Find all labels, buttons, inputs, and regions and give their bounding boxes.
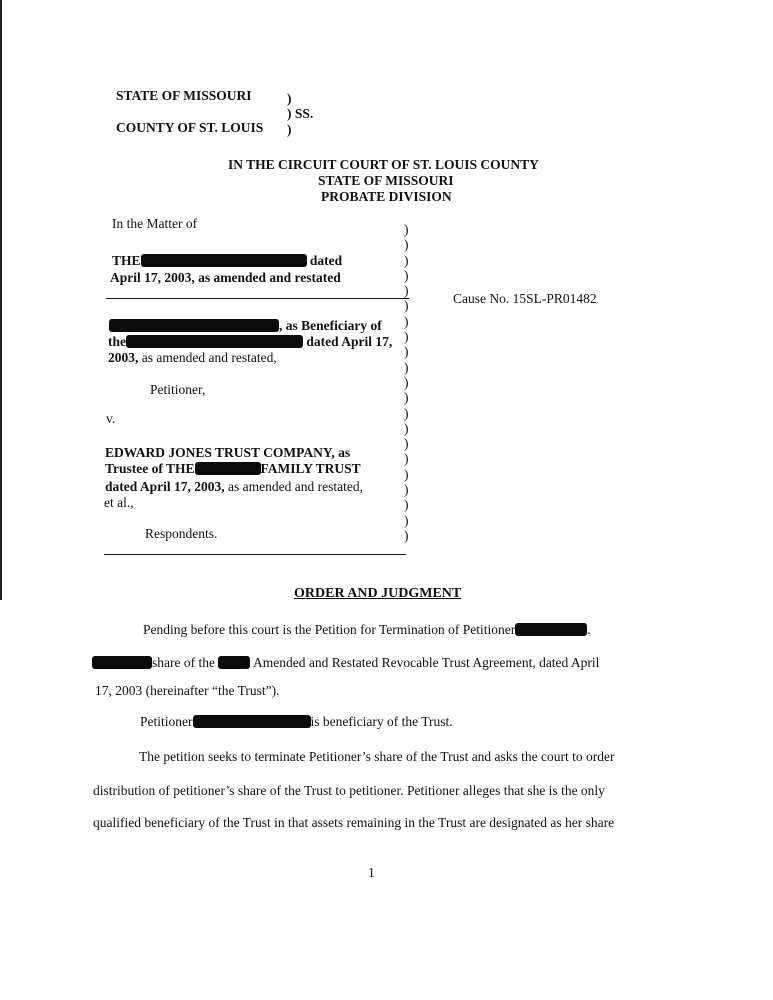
caption-respondent-line4: et al., (104, 495, 134, 510)
body-text: is beneficiary of the Trust. (310, 714, 453, 729)
caption-pet-suffix: , as Beneficiary of (279, 318, 382, 333)
caption-paren: ) (404, 283, 409, 299)
caption-paren: ) (404, 451, 409, 467)
caption-resp-rest: as amended and restated, (224, 479, 363, 494)
page-number: 1 (368, 865, 375, 880)
body-p3-line1: The petition seeks to terminate Petitioner’s share of the Trust and asks the court to order (139, 749, 615, 764)
caption-paren: ) (404, 420, 409, 436)
body-p1-line1: Pending before this court is the Petition for Termination of Petitioner . (143, 622, 591, 637)
redaction (218, 656, 250, 669)
caption-trust-line1 (112, 253, 342, 269)
caption-trust-the: THE (112, 253, 141, 268)
venue-paren: ) (287, 122, 292, 137)
body-text: Petitioner (140, 714, 193, 729)
caption-respondents-label: Respondents. (145, 526, 218, 541)
caption-paren: ) (404, 436, 409, 452)
scan-edge (0, 0, 2, 600)
caption-paren: ) (404, 267, 409, 283)
caption-petitioner-line3 (108, 350, 277, 366)
body-p3-line2: distribution of petitioner’s share of the Trust to petitioner. Petitioner alleges that she is the only (93, 783, 605, 798)
body-p1-line3: 17, 2003 (hereinafter “the Trust”). (95, 683, 280, 698)
caption-pet-dated: dated April 17, (306, 334, 393, 349)
caption-trust-date: April 17, 2003, as amended and restated (110, 270, 341, 285)
caption-resp-date: dated April 17, 2003, (105, 479, 225, 494)
caption-resp-family: FAMILY TRUST (260, 461, 361, 476)
body-p2 (140, 714, 453, 730)
redaction (195, 462, 261, 475)
court-name: IN THE CIRCUIT COURT OF ST. LOUIS COUNTY (228, 157, 539, 172)
court-division: PROBATE DIVISION (321, 189, 452, 204)
redaction (109, 319, 279, 332)
caption-paren: ) (404, 313, 409, 329)
order-title: ORDER AND JUDGMENT (294, 586, 462, 601)
venue-county: COUNTY OF ST. LOUIS (116, 120, 264, 135)
caption-paren: ) (404, 482, 409, 498)
venue-ss: ) SS. (287, 106, 314, 121)
caption-matter: In the Matter of (112, 216, 198, 231)
caption-pet-rest: as amended and restated, (138, 350, 277, 365)
body-p3-line3: qualified beneficiary of the Trust in that assets remaining in the Trust are designated as her share (93, 815, 615, 830)
caption-paren: ) (404, 497, 409, 513)
caption-paren: ) (404, 390, 409, 406)
caption-petitioner-line2 (108, 334, 392, 350)
caption-paren: ) (404, 329, 409, 345)
redaction (141, 254, 307, 267)
redaction (193, 715, 311, 728)
caption-pet-the: the (108, 334, 126, 349)
caption-divider (104, 554, 406, 555)
caption-trust-line2 (110, 270, 341, 286)
redaction (126, 335, 303, 348)
caption-paren: ) (404, 237, 409, 253)
caption-paren: ) (404, 344, 409, 360)
caption-paren: ) (404, 512, 409, 528)
caption-petitioner-label: Petitioner, (150, 382, 206, 397)
caption-paren: ) (404, 374, 409, 390)
redaction (515, 623, 587, 636)
caption-paren-column (404, 222, 418, 543)
caption-paren: ) (404, 527, 409, 543)
caption-paren: ) (404, 252, 409, 268)
body-text: Amended and Restated Revocable Trust Agreement, dated April (253, 655, 600, 670)
caption-paren: ) (404, 405, 409, 421)
caption-trust-dated: dated (309, 253, 343, 268)
body-text: share of the (152, 655, 215, 670)
venue-state: STATE OF MISSOURI (116, 88, 252, 103)
caption-respondent-line3 (105, 479, 363, 495)
caption-paren: ) (404, 298, 409, 314)
caption-respondent-line2 (105, 461, 361, 477)
caption-paren: ) (404, 359, 409, 375)
caption-respondent-line1: EDWARD JONES TRUST COMPANY, as (105, 445, 351, 460)
venue-paren: ) (287, 91, 292, 106)
body-text: Pending before this court is the Petition for Termination of Petitioner (143, 622, 516, 637)
court-state: STATE OF MISSOURI (318, 173, 454, 188)
caption-paren: ) (404, 222, 409, 237)
caption-divider (106, 298, 409, 299)
caption-resp-trustee: Trustee of THE (105, 461, 195, 476)
caption-paren: ) (404, 466, 409, 482)
redaction (92, 656, 152, 669)
caption-petitioner-line1 (109, 318, 382, 334)
caption-pet-year: 2003, (108, 350, 139, 365)
body-p1-line2 (92, 655, 599, 671)
cause-number: Cause No. 15SL-PR01482 (453, 291, 597, 306)
caption-versus: v. (106, 411, 116, 426)
